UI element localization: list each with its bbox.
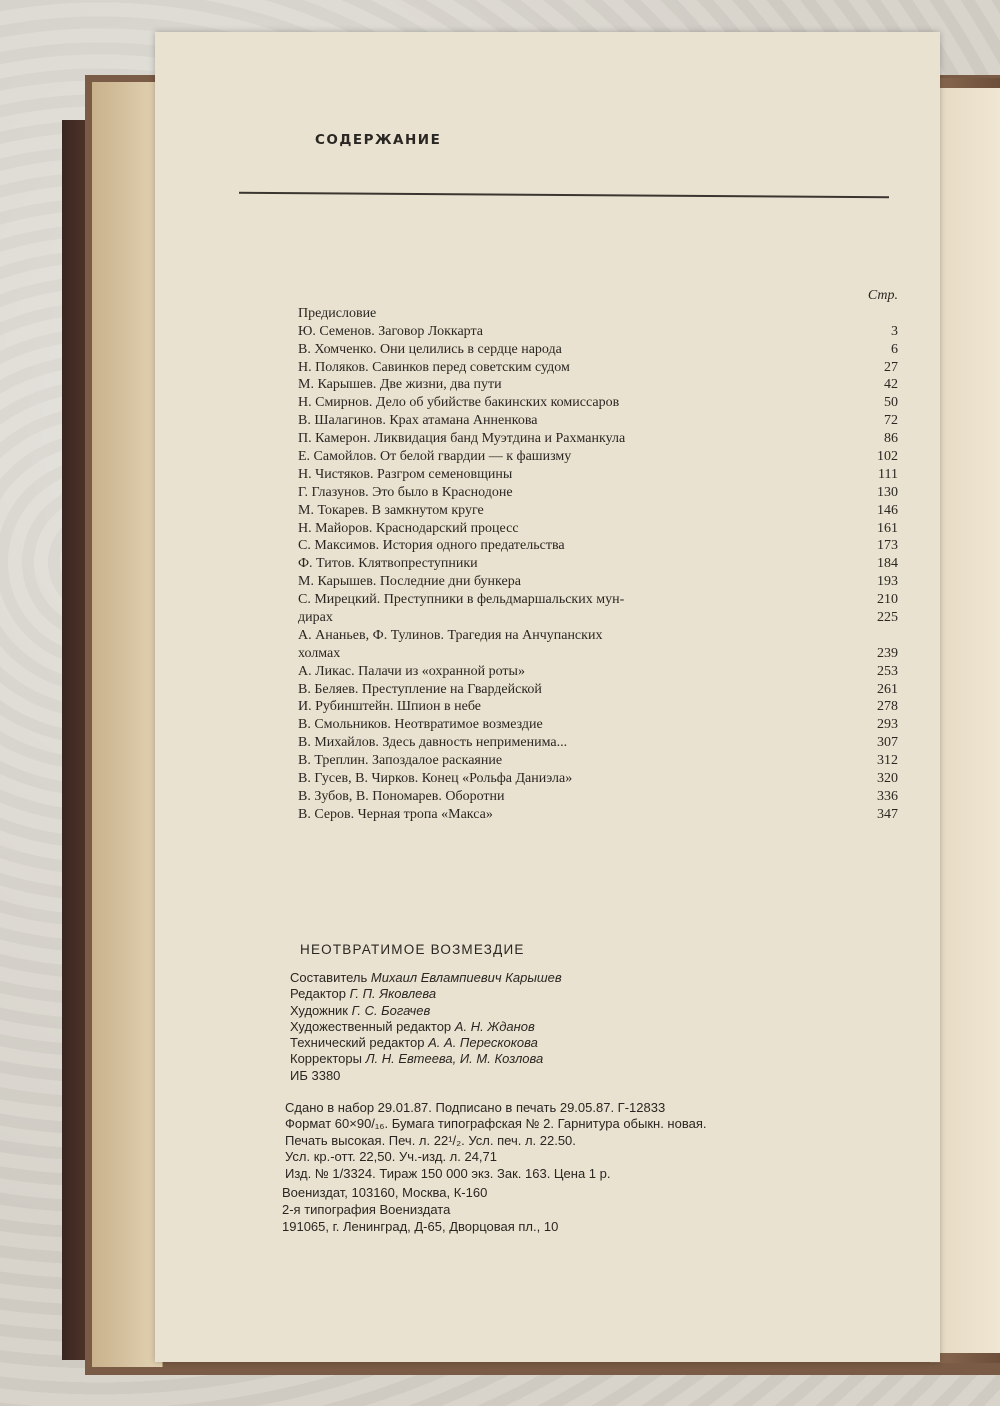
toc-entry-page: 3 [891,323,898,339]
toc-entry-page: 72 [884,413,898,429]
toc-entry-title: В. Михайлов. Здесь давность неприменима... [298,735,568,751]
toc-entry-title: В. Смольников. Неотвратимое возмездие [298,717,543,733]
toc-entry-title: Н. Чистяков. Разгром семеновщины [298,466,513,482]
contents-heading: СОДЕРЖАНИЕ [315,132,442,148]
toc-entry [298,341,898,359]
credits-block [290,970,562,1084]
facing-page-edge [938,88,1000,1353]
page-stack-left [92,82,163,1367]
credit-line [290,1019,562,1035]
credit-person: А. А. Перескокова [428,1035,538,1051]
toc-entry [298,573,898,591]
toc-entry-page: 347 [877,806,898,822]
toc-entry-page: 193 [877,574,898,590]
toc-entry-title: В. Серов. Черная тропа «Макса» [298,806,493,822]
toc-entry-title: В. Шалагинов. Крах атамана Анненкова [298,413,538,429]
publisher-line: 2-я типография Воениздата [282,1202,451,1217]
toc-entry [298,770,898,788]
credit-line [290,1003,562,1019]
credit-line [290,970,562,986]
toc-entry-page: 261 [877,681,898,697]
toc-entry [298,394,898,412]
toc-entry-page: 130 [877,484,898,500]
toc-entry [298,305,898,323]
toc-entry [298,520,898,538]
toc-entry-title: А. Ликас. Палачи из «охранной роты» [298,663,525,679]
toc-entry-page: 27 [884,359,898,375]
toc-entry-page: 146 [877,502,898,518]
toc-entry [298,663,898,681]
toc-entry [298,502,898,520]
toc-entry-title: Е. Самойлов. От белой гвардии — к фашизму [298,449,572,465]
credit-person: Г. П. Яковлева [349,986,437,1002]
toc-entry-title: Ф. Титов. Клятвопреступники [298,556,478,572]
toc-entry-page: 102 [877,449,898,465]
toc-entry-page: 253 [877,663,898,679]
toc-entry [298,323,898,341]
toc-entry [298,376,898,394]
toc-entry [298,645,898,663]
toc-entry [298,359,898,377]
toc-entry-title: М. Карышев. Последние дни бункера [298,574,521,590]
toc-entry-title: холмах [298,645,341,661]
imprint-line: Усл. кр.-отт. 22,50. Уч.-изд. л. 24,71 [285,1149,498,1165]
toc-entry-title: дирах [298,610,333,626]
publisher-block [282,1184,558,1235]
toc-entry-page: 278 [877,699,898,715]
credit-role: Технический редактор [290,1035,425,1051]
toc-entry-page: 225 [877,610,898,626]
toc-entry-title: В. Беляев. Преступление на Гвардейской [298,681,542,697]
toc-entry-page: 239 [877,645,898,661]
toc-entry [298,681,898,699]
toc-entry-page: 312 [877,753,898,769]
toc-entry [298,484,898,502]
credit-role: Корректоры [290,1051,362,1067]
credit-person: Л. Н. Евтеева, И. М. Козлова [365,1051,544,1067]
toc-entry-page: 184 [877,556,898,572]
toc-entry [298,591,898,609]
credit-line [290,1035,562,1051]
credit-line [290,986,562,1002]
toc-entry-title: М. Токарев. В замкнутом круге [298,502,484,518]
toc-entry-title: Г. Глазунов. Это было в Краснодоне [298,484,513,500]
credit-role: ИБ 3380 [290,1067,341,1083]
credit-line [290,1051,562,1067]
imprint-line: Формат 60×90/₁₆. Бумага типографская № 2. Гарнитура обыкн. новая. [285,1116,707,1132]
toc-entry-page: 336 [877,788,898,804]
toc-entry-title: Предисловие [298,305,377,321]
toc-entry-title: Н. Майоров. Краснодарский процесс [298,520,519,536]
table-of-contents [298,287,898,824]
credit-role: Редактор [290,986,346,1002]
toc-entry-title: С. Мирецкий. Преступники в фельдмаршальских мун- [298,592,625,608]
toc-entry-title: В. Треплин. Запоздалое раскаяние [298,753,503,769]
toc-entry [298,609,898,627]
toc-entry [298,537,898,555]
toc-entry-title: М. Карышев. Две жизни, два пути [298,377,502,393]
toc-entry [298,448,898,466]
toc-entry-page: 293 [877,717,898,733]
toc-entry [298,430,898,448]
book-page [155,32,940,1362]
toc-entry-title: В. Хомченко. Они целились в сердце народа [298,341,562,357]
toc-entry-page: 111 [878,466,898,482]
imprint-line: Печать высокая. Печ. л. 22¹/₂. Усл. печ. л. 22.50. [285,1132,576,1148]
imprint-block [285,1100,706,1182]
toc-entry [298,627,898,645]
toc-entry [298,698,898,716]
credit-person: Г. С. Богачев [351,1002,431,1018]
toc-entry-page: 161 [877,520,898,536]
toc-entry-page: 320 [877,771,898,787]
toc-entry-page: 210 [877,592,898,608]
toc-entry-title: П. Камерон. Ликвидация банд Муэтдина и Рахманкула [298,431,626,447]
toc-entry-title: И. Рубинштейн. Шпион в небе [298,699,481,715]
credit-person: А. Н. Жданов [454,1018,535,1034]
credit-person: Михаил Евлампиевич Карышев [370,970,562,985]
heading-rule [239,192,889,199]
publisher-line: Воениздат, 103160, Москва, К-160 [282,1185,488,1200]
toc-entry [298,412,898,430]
credit-line [290,1068,562,1084]
toc-entry-title: Н. Поляков. Савинков перед советским судом [298,359,570,375]
toc-entry-title: С. Максимов. История одного предательства [298,538,565,554]
credit-role: Составитель [290,970,368,985]
toc-entry-page: 307 [877,735,898,751]
toc-entry-page: 50 [884,395,898,411]
toc-entry-page: 173 [877,538,898,554]
imprint-line: Сдано в набор 29.01.87. Подписано в печать 29.05.87. Г-12833 [285,1100,666,1115]
toc-entry-title: А. Ананьев, Ф. Тулинов. Трагедия на Анчупанских [298,627,603,643]
page-column-label: Стр. [867,288,898,303]
imprint-line: Изд. № 1/3324. Тираж 150 000 экз. Зак. 163. Цена 1 р. [285,1165,611,1181]
credit-role: Художник [290,1002,348,1018]
credit-role: Художественный редактор [290,1018,452,1034]
toc-entry-title: В. Гусев, В. Чирков. Конец «Рольфа Даниэла» [298,771,573,787]
toc-entry [298,806,898,824]
toc-entry-title: Ю. Семенов. Заговор Локкарта [298,323,483,339]
toc-entry-page: 42 [884,377,898,393]
toc-header-row [298,287,898,305]
toc-entry-page: 6 [891,341,898,357]
toc-entry [298,734,898,752]
publisher-line: 191065, г. Ленинград, Д-65, Дворцовая пл., 10 [282,1219,559,1234]
toc-entry-title: Н. Смирнов. Дело об убийстве бакинских комиссаров [298,395,620,411]
book-title: НЕОТВРАТИМОЕ ВОЗМЕЗДИЕ [300,942,525,957]
toc-entry-page: 86 [884,431,898,447]
toc-entry [298,752,898,770]
toc-entry [298,716,898,734]
toc-entry [298,788,898,806]
toc-entry [298,466,898,484]
toc-entry [298,555,898,573]
toc-entry-title: В. Зубов, В. Пономарев. Оборотни [298,788,505,804]
